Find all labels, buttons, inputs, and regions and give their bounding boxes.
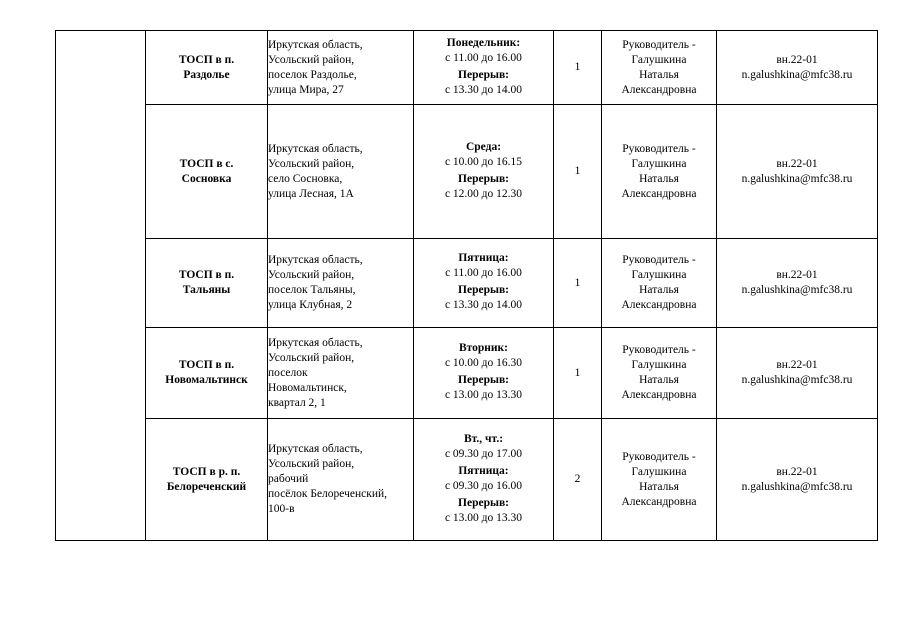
hours-block xyxy=(414,68,553,98)
hours-block xyxy=(414,464,553,494)
hours-day: Перерыв: xyxy=(458,496,509,509)
hours-cell xyxy=(414,105,554,239)
hours-block xyxy=(414,172,553,202)
head-line: Наталья xyxy=(639,284,679,296)
office-name-line: ТОСП в с. xyxy=(179,157,234,170)
head-line: Руководитель - xyxy=(622,38,696,51)
hours-block xyxy=(414,36,553,66)
hours-time: с 13.00 до 13.30 xyxy=(444,389,523,401)
hours-time: с 13.30 до 14.00 xyxy=(444,299,523,311)
count-cell: 2 xyxy=(554,419,602,541)
head-line: Галушкина xyxy=(631,157,687,170)
address-line: поселок Тальяны, xyxy=(268,284,356,296)
count-cell: 1 xyxy=(554,31,602,105)
office-name-cell xyxy=(146,419,268,541)
address-line: Усольский район, xyxy=(268,53,355,66)
phone-ext: вн.22-01 xyxy=(776,53,818,66)
address-line: Иркутская область, xyxy=(268,443,363,455)
head-line: Галушкина xyxy=(631,53,687,66)
table-row xyxy=(56,419,878,541)
head-line: Галушкина xyxy=(631,359,687,371)
address-line: Иркутская область, xyxy=(268,142,363,155)
head-line: Руководитель - xyxy=(622,450,696,463)
address-line: поселок xyxy=(268,366,308,379)
head-line: Александровна xyxy=(621,187,697,200)
email-address: n.galushkina@mfc38.ru xyxy=(741,480,853,493)
address-line: поселок Раздолье, xyxy=(268,68,357,81)
address-line: Новомальтинск, xyxy=(268,381,347,394)
hours-block xyxy=(414,283,553,313)
hours-cell xyxy=(414,31,554,105)
address-line: Усольский район, xyxy=(268,458,355,470)
office-name-line: ТОСП в п. xyxy=(178,53,235,66)
head-line: Руководитель - xyxy=(622,254,696,266)
address-line: Усольский район, xyxy=(268,157,355,170)
hours-time: с 12.00 до 12.30 xyxy=(444,187,523,200)
hours-time: с 09.30 до 16.00 xyxy=(444,479,523,492)
address-line: Иркутская область, xyxy=(268,254,363,266)
office-name-line: Раздолье xyxy=(183,68,230,81)
hours-block xyxy=(414,251,553,281)
address-line: село Сосновка, xyxy=(268,172,343,185)
head-cell xyxy=(602,105,717,239)
hours-block xyxy=(414,341,553,371)
hours-time: с 13.30 до 14.00 xyxy=(444,83,523,96)
office-name-line: ТОСП в п. xyxy=(178,359,235,371)
head-line: Наталья xyxy=(639,68,679,81)
head-line: Руководитель - xyxy=(622,344,696,356)
address-line: улица Клубная, 2 xyxy=(268,299,353,311)
address-line: Иркутская область, xyxy=(268,38,363,51)
head-line: Александровна xyxy=(621,389,697,401)
hours-day: Перерыв: xyxy=(458,172,509,185)
head-cell xyxy=(602,328,717,419)
hours-time: с 11.00 до 16.00 xyxy=(445,51,522,64)
office-name-line: ТОСП в п. xyxy=(178,269,235,281)
hours-time: с 11.00 до 16.00 xyxy=(445,267,522,279)
hours-day: Вт., чт.: xyxy=(463,432,504,445)
email-address: n.galushkina@mfc38.ru xyxy=(741,172,853,185)
hours-block xyxy=(414,140,553,170)
hours-block xyxy=(414,496,553,526)
head-line: Александровна xyxy=(621,495,697,508)
count-cell: 1 xyxy=(554,105,602,239)
contact-cell xyxy=(717,328,878,419)
table-row xyxy=(56,31,878,105)
head-line: Наталья xyxy=(639,374,679,386)
hours-block xyxy=(414,432,553,462)
hours-day: Пятница: xyxy=(458,464,509,477)
address-cell xyxy=(268,31,414,105)
email-address: n.galushkina@mfc38.ru xyxy=(741,68,853,81)
phone-ext: вн.22-01 xyxy=(776,157,818,170)
phone-ext: вн.22-01 xyxy=(776,465,818,478)
head-line: Руководитель - xyxy=(622,142,696,155)
hours-cell xyxy=(414,419,554,541)
office-name-line: ТОСП в р. п. xyxy=(172,465,241,478)
address-line: посёлок Белореченский, xyxy=(268,488,388,500)
head-line: Галушкина xyxy=(631,465,687,478)
address-line: 100-в xyxy=(268,503,295,515)
office-name-cell xyxy=(146,239,268,328)
schedule-table xyxy=(55,30,878,541)
office-name-cell xyxy=(146,105,268,239)
count-cell: 1 xyxy=(554,328,602,419)
head-line: Галушкина xyxy=(631,269,687,281)
address-cell xyxy=(268,419,414,541)
hours-day: Перерыв: xyxy=(458,68,509,81)
head-line: Наталья xyxy=(639,480,679,493)
office-name-line: Новомальтинск xyxy=(165,374,248,386)
address-line: Усольский район, xyxy=(268,351,355,364)
email-address: n.galushkina@mfc38.ru xyxy=(741,284,853,296)
table-row xyxy=(56,239,878,328)
address-cell xyxy=(268,105,414,239)
merged-empty-cell xyxy=(56,31,146,541)
table-row xyxy=(56,328,878,419)
contact-cell xyxy=(717,239,878,328)
contact-cell xyxy=(717,105,878,239)
address-cell xyxy=(268,239,414,328)
office-name-cell xyxy=(146,328,268,419)
head-cell xyxy=(602,239,717,328)
address-line: рабочий xyxy=(268,473,309,485)
address-line: Иркутская область, xyxy=(268,336,363,349)
phone-ext: вн.22-01 xyxy=(776,269,818,281)
office-name-cell xyxy=(146,31,268,105)
count-cell: 1 xyxy=(554,239,602,328)
hours-day: Среда: xyxy=(465,140,502,153)
address-line: улица Мира, 27 xyxy=(268,83,344,96)
address-line: квартал 2, 1 xyxy=(268,396,326,409)
address-line: улица Лесная, 1А xyxy=(268,187,354,200)
head-line: Александровна xyxy=(621,83,697,96)
table-row xyxy=(56,105,878,239)
hours-cell xyxy=(414,328,554,419)
hours-day: Перерыв: xyxy=(458,284,509,296)
hours-day: Вторник: xyxy=(458,342,509,354)
hours-day: Перерыв: xyxy=(458,374,509,386)
hours-block xyxy=(414,373,553,403)
office-name-line: Сосновка xyxy=(181,172,232,185)
head-line: Александровна xyxy=(621,299,697,311)
hours-day: Понедельник: xyxy=(446,36,521,49)
head-cell xyxy=(602,419,717,541)
email-address: n.galushkina@mfc38.ru xyxy=(741,374,853,386)
hours-time: с 10.00 до 16.30 xyxy=(444,357,523,369)
contact-cell xyxy=(717,31,878,105)
address-line: Усольский район, xyxy=(268,269,355,281)
hours-time: с 10.00 до 16.15 xyxy=(444,155,523,168)
hours-day: Пятница: xyxy=(458,252,509,264)
hours-time: с 13.00 до 13.30 xyxy=(444,511,523,524)
head-line: Наталья xyxy=(639,172,679,185)
hours-time: с 09.30 до 17.00 xyxy=(444,447,523,460)
head-cell xyxy=(602,31,717,105)
address-cell xyxy=(268,328,414,419)
office-name-line: Тальяны xyxy=(182,284,231,296)
hours-cell xyxy=(414,239,554,328)
phone-ext: вн.22-01 xyxy=(776,359,818,371)
office-name-line: Белореченский xyxy=(166,480,247,493)
contact-cell xyxy=(717,419,878,541)
